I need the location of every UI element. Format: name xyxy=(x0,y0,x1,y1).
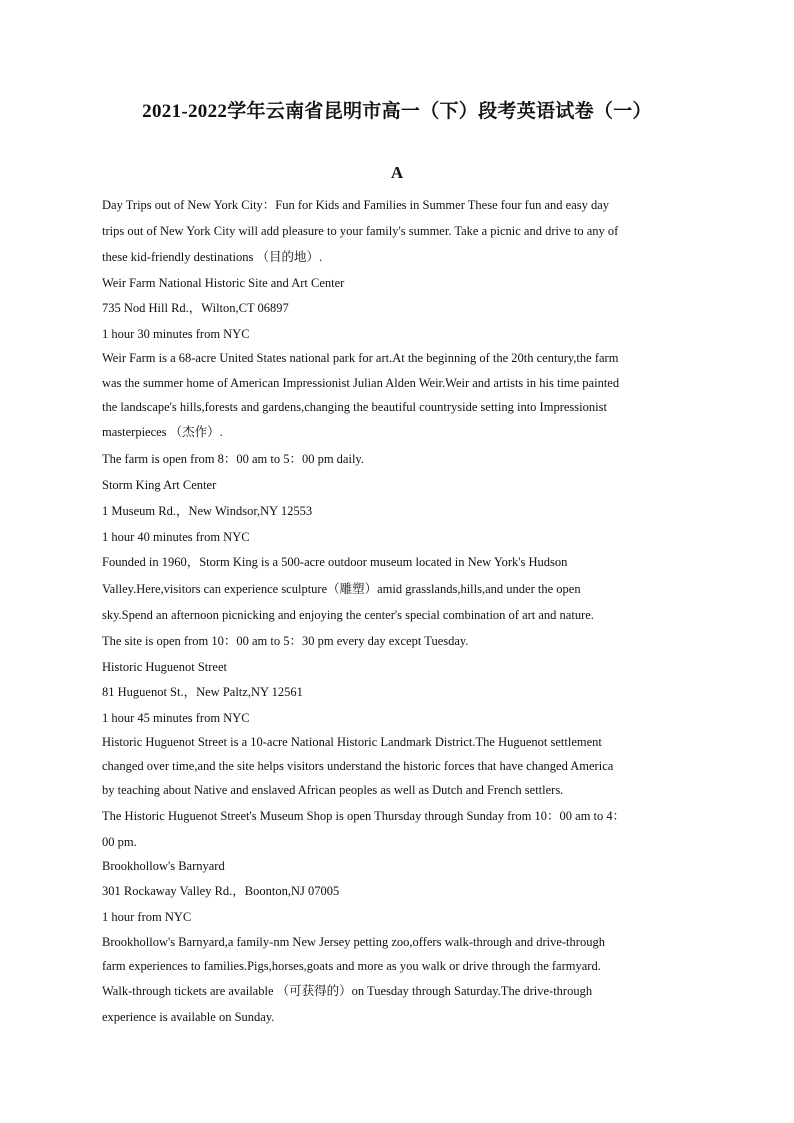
passage-line: Brookhollow's Barnyard,a family-nm New Jersey petting zoo,offers walk-through and drive-through xyxy=(102,935,605,949)
passage-line: the landscape's hills,forests and gardens,changing the beautiful countryside setting into Impressionist xyxy=(102,400,607,414)
destination-travel-time: 1 hour from NYC xyxy=(102,910,192,924)
destination-address: 81 Huguenot St.，New Paltz,NY 12561 xyxy=(102,685,303,699)
destination-address: 301 Rockaway Valley Rd.，Boonton,NJ 07005 xyxy=(102,884,340,898)
destination-address: 735 Nod Hill Rd.，Wilton,CT 06897 xyxy=(102,301,289,315)
destination-name: Historic Huguenot Street xyxy=(102,660,227,674)
opening-hours: 00 pm. xyxy=(102,835,137,849)
passage-line: experience is available on Sunday. xyxy=(102,1010,275,1024)
passage-line: sky.Spend an afternoon picnicking and enjoying the center's special combination of art and nature. xyxy=(102,608,594,622)
passage-line: Weir Farm is a 68-acre United States national park for art.At the beginning of the 20th century,the farm xyxy=(102,351,619,365)
opening-hours: The site is open from 10：00 am to 5：30 pm every day except Tuesday. xyxy=(102,634,469,648)
passage-line: by teaching about Native and enslaved African peoples as well as Dutch and French settlers. xyxy=(102,783,564,797)
passage-line: Walk-through tickets are available （可获得的）on Tuesday through Saturday.The drive-through xyxy=(102,984,593,998)
passage-line: trips out of New York City will add pleasure to your family's summer. Take a picnic and drive to any of xyxy=(102,224,619,238)
opening-hours: The farm is open from 8：00 am to 5：00 pm daily. xyxy=(102,452,364,466)
destination-travel-time: 1 hour 30 minutes from NYC xyxy=(102,327,250,341)
section-label: A xyxy=(390,163,404,182)
document-title: 2021-2022学年云南省昆明市高一（下）段考英语试卷（一） xyxy=(142,101,652,122)
passage-line: these kid-friendly destinations （目的地）. xyxy=(102,250,323,264)
passage-line: masterpieces （杰作）. xyxy=(102,425,223,439)
destination-travel-time: 1 hour 40 minutes from NYC xyxy=(102,530,250,544)
passage-line: Valley.Here,visitors can experience sculpture（雕塑）amid grasslands,hills,and under the open xyxy=(102,582,581,596)
passage-line: Day Trips out of New York City：Fun for Kids and Families in Summer These four fun and easy day xyxy=(102,198,610,212)
destination-name: Storm King Art Center xyxy=(102,478,217,492)
destination-name: Brookhollow's Barnyard xyxy=(102,859,225,873)
destination-travel-time: 1 hour 45 minutes from NYC xyxy=(102,711,250,725)
passage-line: Historic Huguenot Street is a 10-acre National Historic Landmark District.The Huguenot settlement xyxy=(102,735,602,749)
passage-line: farm experiences to families.Pigs,horses,goats and more as you walk or drive through the farmyard. xyxy=(102,959,601,973)
passage-line: was the summer home of American Impressionist Julian Alden Weir.Weir and artists in his time painted xyxy=(102,376,620,390)
passage-line: Founded in 1960，Storm King is a 500-acre outdoor museum located in New York's Hudson xyxy=(102,555,568,569)
passage-line: changed over time,and the site helps visitors understand the historic forces that have changed America xyxy=(102,759,614,773)
destination-name: Weir Farm National Historic Site and Art Center xyxy=(102,276,345,290)
opening-hours: The Historic Huguenot Street's Museum Shop is open Thursday through Sunday from 10：00 am to 4： xyxy=(102,809,626,823)
destination-address: 1 Museum Rd.，New Windsor,NY 12553 xyxy=(102,504,313,518)
